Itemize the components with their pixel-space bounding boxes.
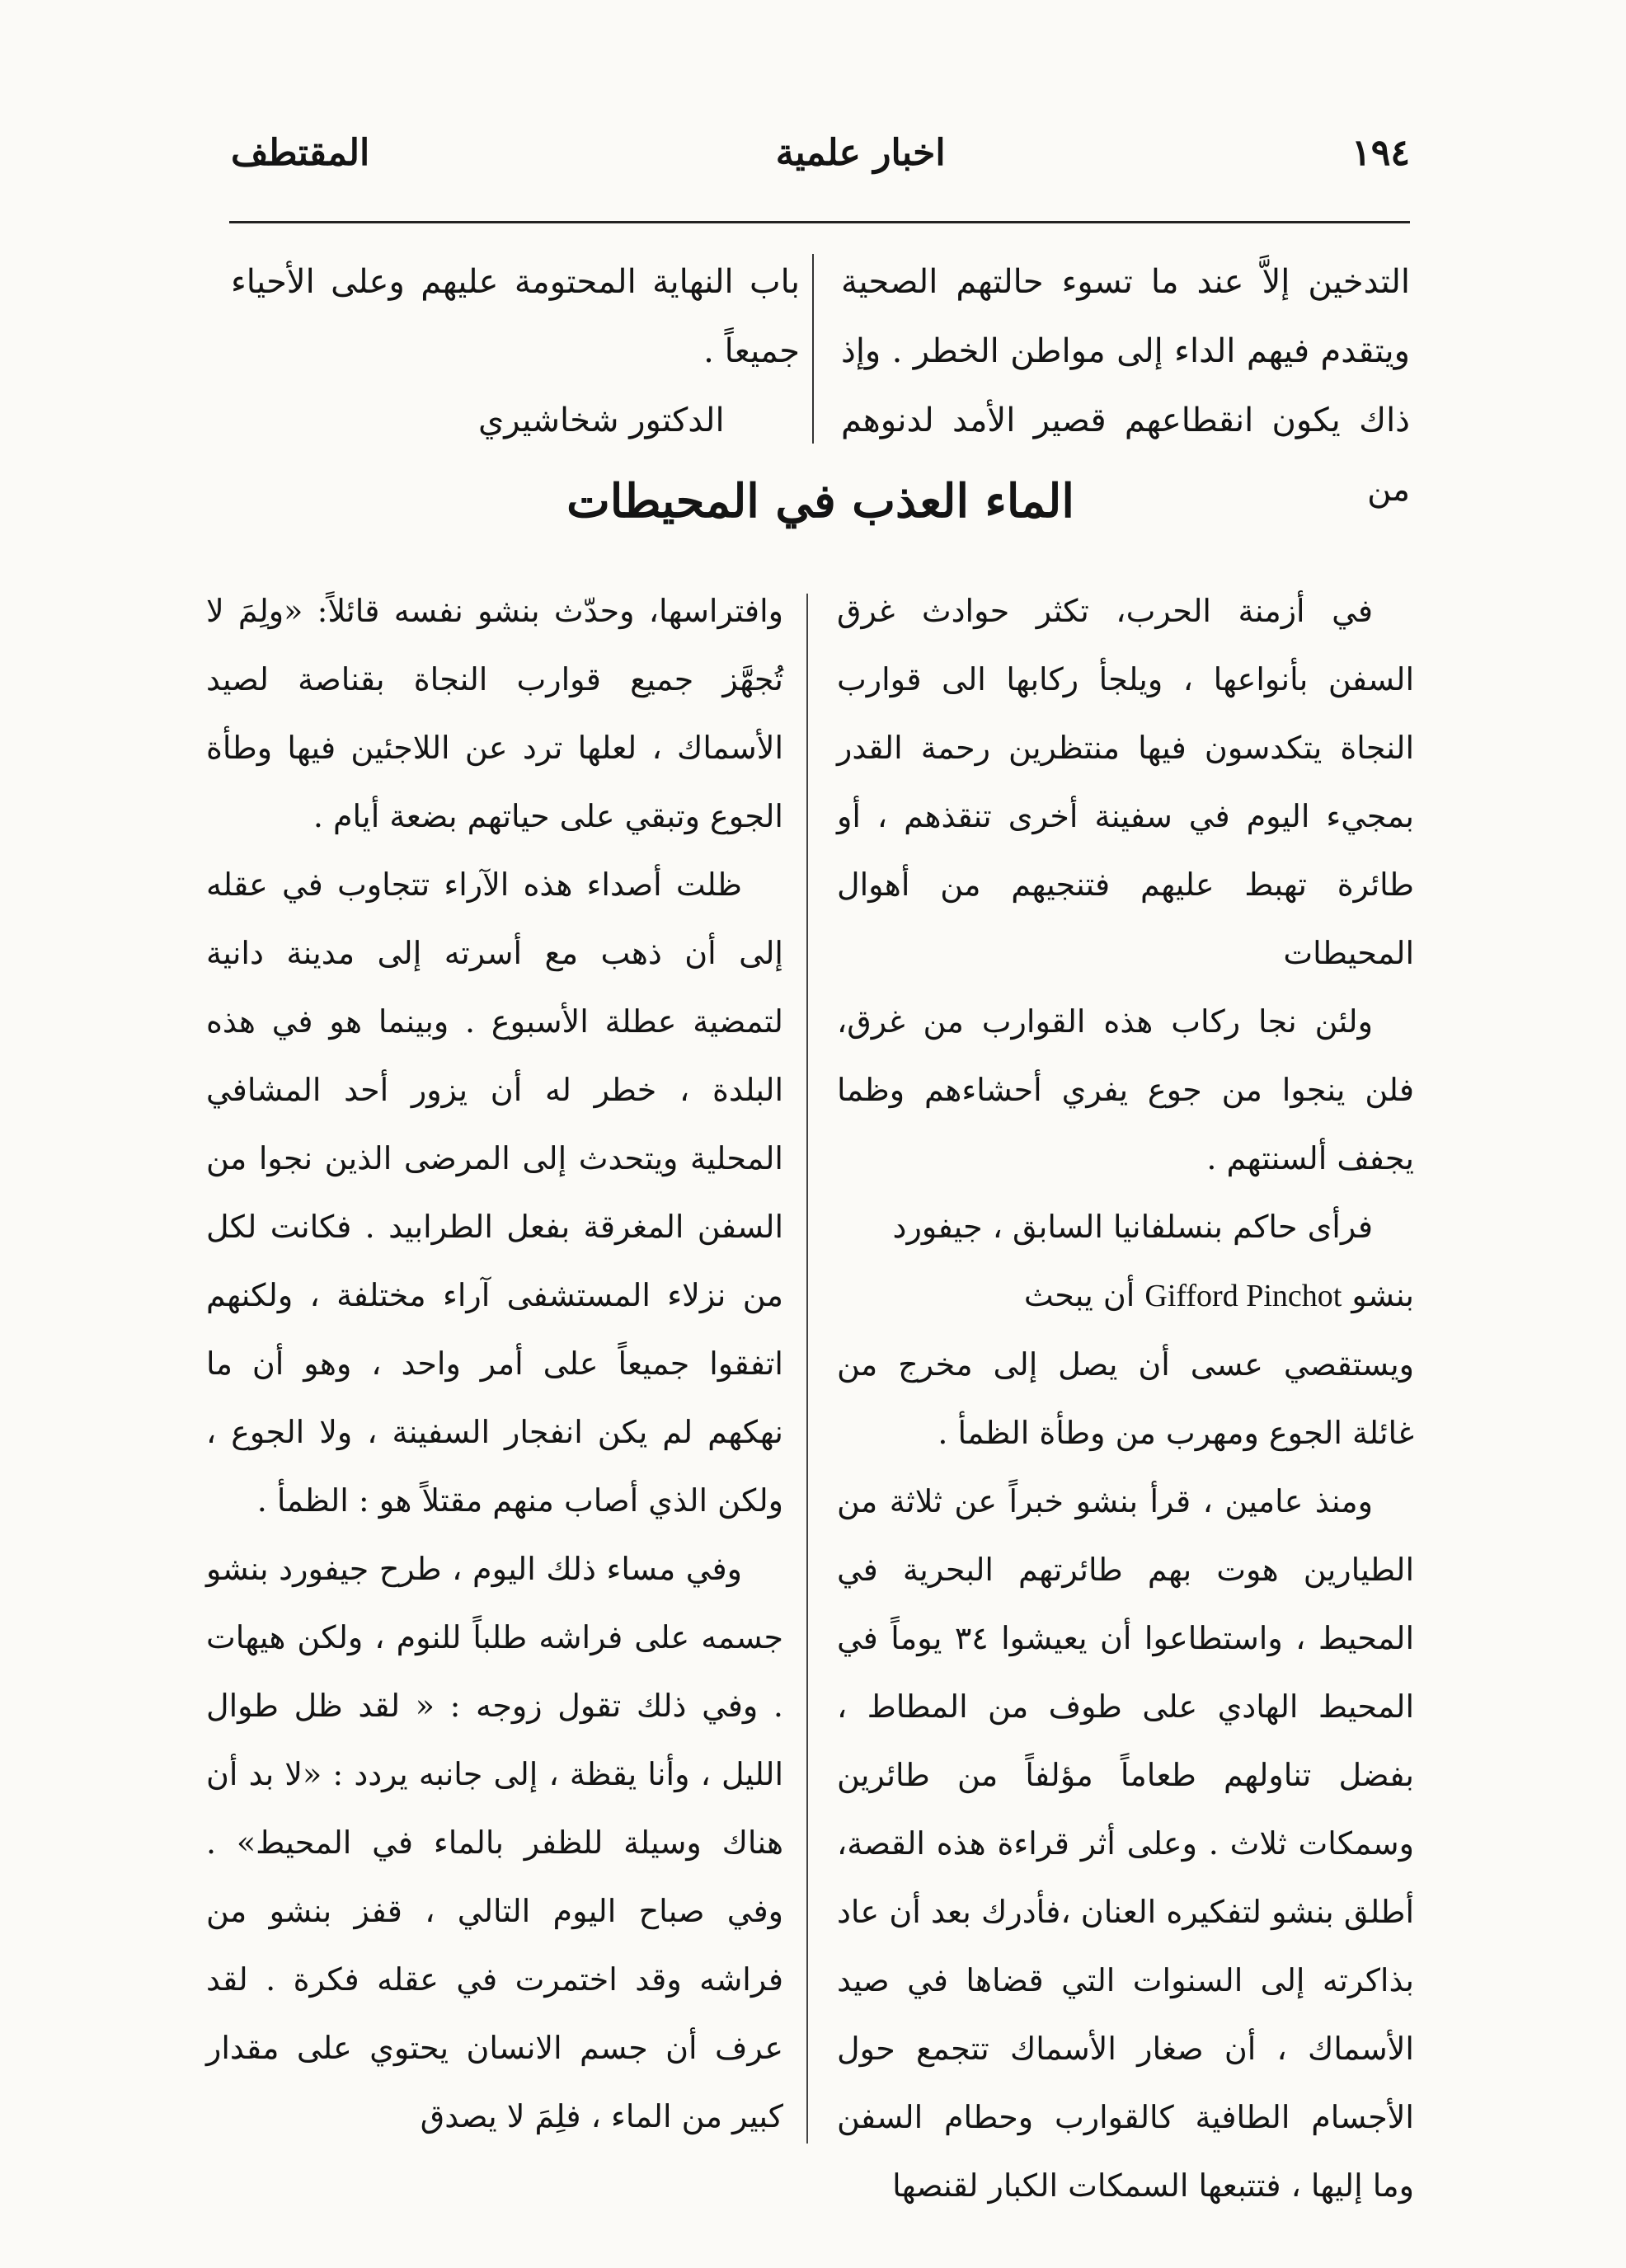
continued-left-column [231, 247, 800, 455]
section-title-header: اخبار علمية [775, 131, 946, 174]
author-signature: الدكتور شخاشيري [478, 401, 725, 439]
article-body [206, 577, 1414, 2204]
header-rule [229, 221, 1410, 223]
right-column [837, 577, 1414, 2220]
page-number: ١٩٤ [1351, 131, 1410, 174]
paragraph: ولئن نجا ركاب هذه القوارب من غرق، فلن ينجوا من جوع يفري أحشاءهم وظما يجفف ألسنتهم . [837, 1003, 1414, 1176]
column-divider-top [812, 254, 814, 444]
paragraph: فرأى حاكم بنسلفانيا السابق ، جيفورد [892, 1209, 1373, 1245]
paragraph: ومنذ عامين ، قرأ بنشو خبراً عن ثلاثة من الطيارين هوت بهم طائرتهم البحرية في المحيط ، واستطاعوا أن يعيشوا ٣٤ يوماً في المحيط الهادي على طوف من المطاط ، بفضل تناولهم طعاماً مؤلفاً من طائرين وسمكات ثلاث . وعلى أثر قراءة هذه القصة، أطلق بنشو لتفكيره العنان ،فأدرك بعد أن عاد بذاكرته إلى السنوات التي قضاها في صيد الأسماك ، أن صغار الأسماك تتجمع حول الأجسام الطافية كالقوارب وحطام السفن وما إليها ، فتتبعها السمكات الكبار لقنصها [837, 1483, 1414, 2204]
pinchot-line [837, 1261, 1414, 1331]
journal-name: المقتطف [231, 131, 370, 174]
paragraph: وافتراسها، وحدّث بنشو نفسه قائلاً: «ولِمَ لا تُجهَّز جميع قوارب النجاة بقناصة لصيد الأسماك ، لعلها ترد عن اللاجئين فيها وطأة الجوع وتبقي على حياتهم بضعة أيام . [206, 593, 783, 834]
paragraph: وفي مساء ذلك اليوم ، طرح جيفورد بنشو جسمه على فراشه طلباً للنوم ، ولكن هيهات . وفي ذلك تقول زوجه : « لقد ظل طوال الليل ، وأنا يقظة ، إلى جانبه يردد : «لا بد أن هناك وسيلة للظفر بالماء في المحيط» . وفي صباح اليوم التالي ، قفز بنشو من فراشه وقد اختمرت في عقله فكرة . لقد عرف أن جسم الانسان يحتوي على مقدار كبير من الماء ، فلِمَ لا يصدق [206, 1551, 783, 2134]
column-divider [806, 594, 808, 2144]
pinchot-latin-name: Gifford Pinchot [1144, 1279, 1342, 1313]
pinchot-before: بنشو [1351, 1277, 1414, 1313]
left-column [206, 577, 783, 2151]
paragraph: في أزمنة الحرب، تكثر حوادث غرق السفن بأنواعها ، ويلجأ ركابها الى قوارب النجاة يتكدسون فيها منتظرين رحمة القدر بمجيء اليوم في سفينة أخرى تنقذهم ، أو طائرة تهبط عليهم فتنجيهم من أهوال المحيطات [837, 593, 1414, 971]
article-title: الماء العذب في المحيطات [566, 474, 1074, 528]
pinchot-after: أن يبحث [1023, 1277, 1135, 1313]
continued-right-column: التدخين إلاَّ عند ما تسوء حالتهم الصحية ويتقدم فيهم الداء إلى مواطن الخطر . وإذ ذاك يكون انقطاعهم قصير الأمد لدنوهم من [841, 263, 1410, 509]
page-header [231, 124, 1410, 181]
paragraph: ويستقصي عسى أن يصل إلى مخرج من غائلة الجوع ومهرب من وطأة الظمأ . [837, 1346, 1414, 1451]
continued-left-text: باب النهاية المحتومة عليهم وعلى الأحياء جميعاً . [231, 263, 800, 370]
paragraph: ظلت أصداء هذه الآراء تتجاوب في عقله إلى أن ذهب مع أسرته إلى مدينة دانية لتمضية عطلة الأسبوع . وبينما هو في هذه البلدة ، خطر له أن يزور أحد المشافي المحلية ويتحدث إلى المرضى الذين نجوا من السفن المغرقة بفعل الطرابيد . فكانت لكل من نزلاء المستشفى آراء مختلفة ، ولكنهم اتفقوا جميعاً على أمر واحد ، وهو أن ما نهكهم لم يكن انفجار السفينة ، ولا الجوع ، ولكن الذي أصاب منهم مقتلاً هو : الظمأ . [206, 866, 783, 1519]
